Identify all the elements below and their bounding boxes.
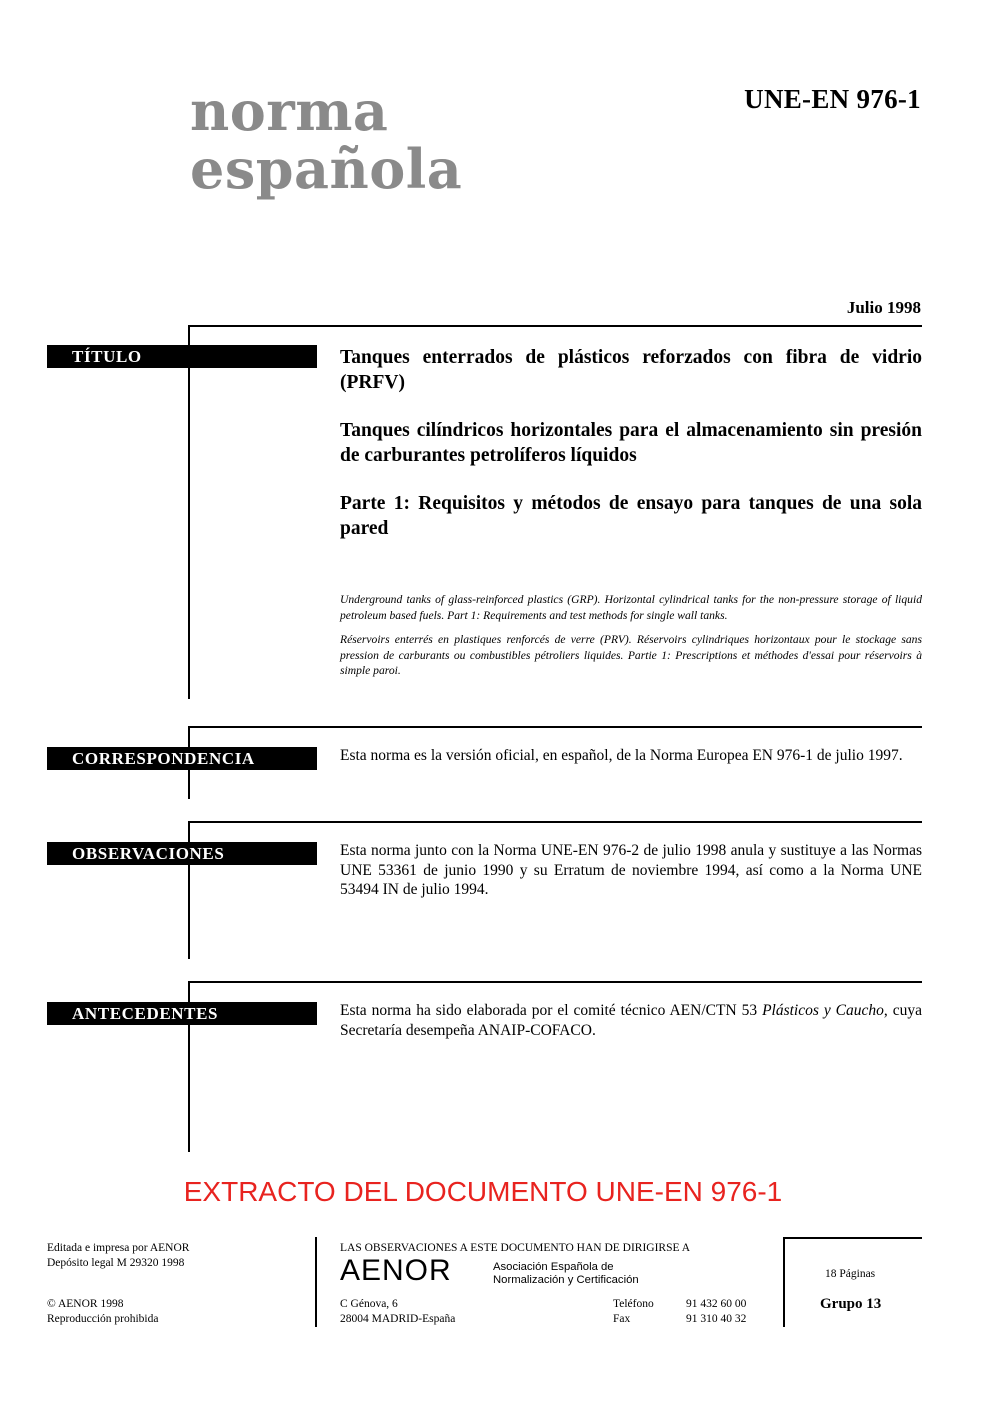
footer-edition <box>47 1241 189 1271</box>
section-divider <box>188 726 922 728</box>
aenor-address <box>340 1297 455 1327</box>
info-box-side <box>783 1237 785 1327</box>
brand-wordmark <box>190 79 463 201</box>
aenor-full-name <box>493 1261 639 1286</box>
fax-number: 91 310 40 32 <box>686 1313 747 1325</box>
brand-line-1: norma <box>190 79 389 143</box>
antecedentes-text-start: Esta norma ha sido elaborada por el comité técnico AEN/CTN 53 <box>340 1002 763 1019</box>
antecedentes-text <box>340 1001 922 1040</box>
footer-copyright <box>47 1297 158 1327</box>
section-divider <box>188 821 922 823</box>
antecedentes-paragraph <box>340 1001 922 1040</box>
label-antecedentes: ANTECEDENTES <box>47 1002 317 1025</box>
committee-name: Plásticos y Caucho <box>762 1002 884 1019</box>
title-sub: Tanques cilíndricos horizontales para el almacenamiento sin presión de carburantes petrolíferos líquidos <box>340 420 922 466</box>
observations-notice: LAS OBSERVACIONES A ESTE DOCUMENTO HAN DE DIRIGIRSE A <box>340 1242 691 1254</box>
aenor-name-line-2: Normalización y Certificación <box>493 1273 639 1286</box>
info-box-top <box>783 1237 922 1239</box>
observaciones-text <box>340 841 922 900</box>
edited-by: Editada e impresa por AENOR <box>47 1242 190 1254</box>
footer-divider <box>315 1237 317 1327</box>
aenor-name-line-1: Asociación Española de <box>493 1261 614 1273</box>
address-line-1: C Génova, 6 <box>340 1298 398 1310</box>
page-count: 18 Páginas <box>825 1268 876 1280</box>
legal-deposit: Depósito legal M 29320 1998 <box>47 1257 185 1269</box>
title-part: Parte 1: Requisitos y métodos de ensayo para tanques de una sola pared <box>340 493 922 539</box>
phone-number: 91 432 60 00 <box>686 1298 747 1310</box>
extract-banner: EXTRACTO DEL DOCUMENTO UNE-EN 976-1 <box>183 1176 783 1207</box>
label-correspondencia: CORRESPONDENCIA <box>47 747 317 770</box>
title-english: Underground tanks of glass-reinforced plastics (GRP). Horizontal cylindrical tanks for the non-pressure storage of liquid petroleum based fuels. Part 1: Requirements and test methods for single wall tanks. <box>340 593 922 622</box>
correspondencia-paragraph: Esta norma es la versión oficial, en español, de la Norma Europea EN 976-1 de julio 1997. <box>340 747 903 764</box>
aenor-logo: AENOR <box>340 1254 452 1287</box>
section-divider <box>188 981 922 983</box>
price-group: Grupo 13 <box>820 1296 882 1312</box>
title-block <box>340 345 922 564</box>
fax-label: Fax <box>613 1313 631 1325</box>
contact-values <box>686 1297 746 1327</box>
contact-labels <box>613 1297 654 1327</box>
label-observaciones: OBSERVACIONES <box>47 842 317 865</box>
section-divider <box>188 325 922 327</box>
title-french: Réservoirs enterrés en plastiques renforcés de verre (PRV). Réservoirs cylindriques horizontaux pour le stockage sans pression de carburants ou combustibles pétroliers liquides. Partie 1: Prescriptions et méthodes d'essai pour réservoirs à simple paroi. <box>340 633 922 677</box>
publication-date: Julio 1998 <box>846 298 921 317</box>
copyright: © AENOR 1998 <box>47 1298 124 1310</box>
phone-label: Teléfono <box>613 1298 654 1310</box>
title-main: Tanques enterrados de plásticos reforzados con fibra de vidrio (PRFV) <box>340 347 922 393</box>
standard-code: UNE-EN 976-1 <box>744 84 921 114</box>
correspondencia-text <box>340 746 922 766</box>
alternate-titles <box>340 592 922 688</box>
antecedentes-text-end: , cuya Secretaría desempeña ANAIP-COFACO. <box>340 1002 922 1039</box>
brand-line-2: española <box>190 137 463 201</box>
section-rule <box>188 325 190 699</box>
address-line-2: 28004 MADRID-España <box>340 1313 456 1325</box>
label-titulo: TÍTULO <box>47 345 317 368</box>
observaciones-paragraph: Esta norma junto con la Norma UNE-EN 976-2 de julio 1998 anula y sustituye a las Normas UNE 53361 de junio 1990 y su Erratum de noviembre 1994, así como a la Norma UNE 53494 IN de julio 1994. <box>340 842 922 898</box>
reproduction-notice: Reproducción prohibida <box>47 1313 159 1325</box>
